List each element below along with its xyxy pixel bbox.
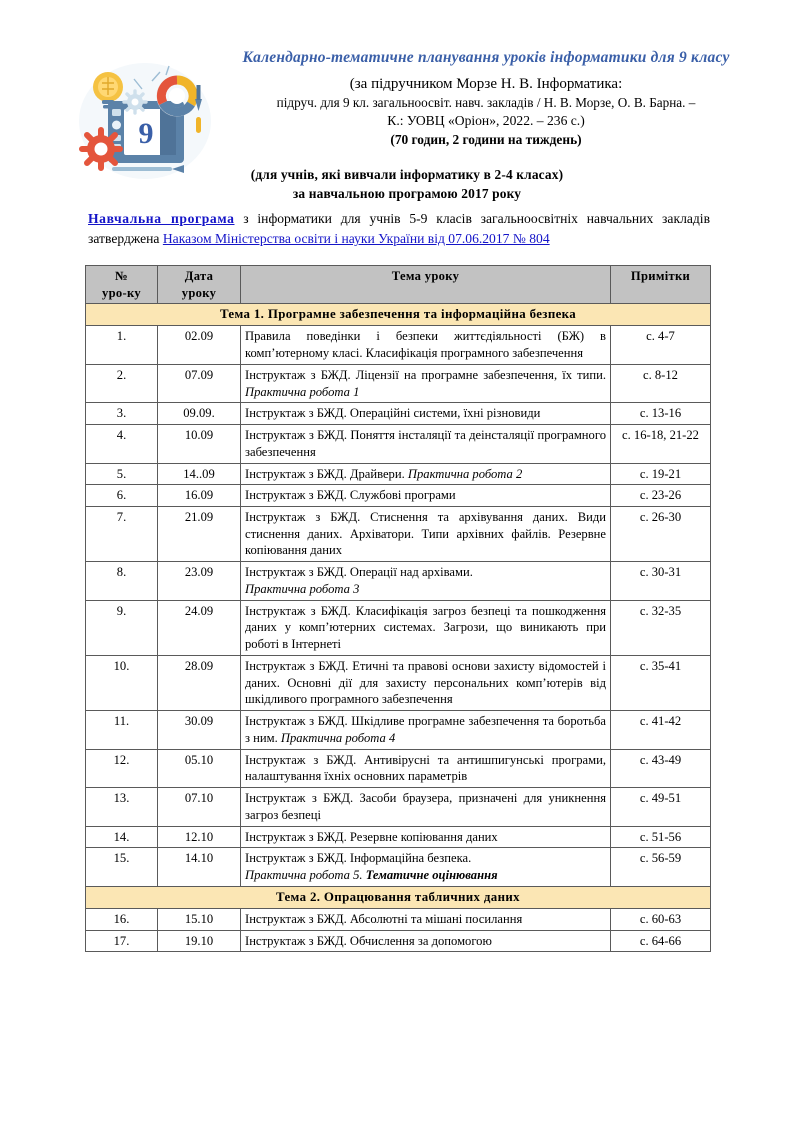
- cell-lesson-topic: [241, 364, 611, 402]
- topic-text: Інструктаж з БЖД. Інформаційна безпека.: [245, 851, 472, 866]
- table-row: [86, 562, 711, 600]
- table-row: [86, 403, 711, 425]
- topic-text: Інструктаж з БЖД. Стиснення та архівування даних. Види стиснення даних. Архіватори. Типи архівних файлів. Резервне копіювання даних: [245, 510, 606, 558]
- header-line-1: Тема уроку: [391, 268, 460, 283]
- cell-lesson-date: 07.10: [158, 788, 241, 826]
- page-title: Календарно-тематичне планування уроків інформатики для 9 класу: [242, 49, 730, 66]
- cell-lesson-topic: [241, 403, 611, 425]
- cell-lesson-date: 14.10: [158, 848, 241, 886]
- table-row: [86, 908, 711, 930]
- cell-lesson-topic: [241, 826, 611, 848]
- document-header: [0, 0, 794, 249]
- table-row: [86, 364, 711, 402]
- table-header-row: [86, 265, 711, 303]
- cell-notes: с. 60-63: [611, 908, 711, 930]
- cell-lesson-number: 16.: [86, 908, 158, 930]
- cell-notes: с. 23-26: [611, 485, 711, 507]
- cell-lesson-number: 7.: [86, 507, 158, 562]
- audience-line-1: (для учнів, які вивчали інформатику в 2-4 класах): [250, 166, 564, 182]
- cell-lesson-date: 14..09: [158, 463, 241, 485]
- cell-notes: с. 26-30: [611, 507, 711, 562]
- illustration-badge-number: 9: [138, 117, 154, 150]
- topic-text: Інструктаж з БЖД. Ліцензії на програмне забезпечення, їх типи.: [245, 367, 606, 382]
- topic-text: Інструктаж з БЖД. Драйвери.: [245, 466, 408, 481]
- column-header-notes: [611, 265, 711, 303]
- cell-lesson-number: 10.: [86, 655, 158, 710]
- cell-lesson-topic: [241, 562, 611, 600]
- cell-lesson-date: 10.09: [158, 425, 241, 463]
- subtitle-line-3: К.: УОВЦ «Оріон», 2022. – 236 с.): [387, 112, 585, 128]
- topic-text: Інструктаж з БЖД. Засоби браузера, призначені для уникнення загроз безпеці: [245, 791, 606, 822]
- table-row: [86, 826, 711, 848]
- cell-lesson-topic: [241, 749, 611, 787]
- topic-text: Інструктаж з БЖД. Поняття інсталяції та деінсталяції програмного забезпечення: [245, 428, 606, 459]
- cell-notes: с. 4-7: [611, 326, 711, 364]
- cell-lesson-date: 16.09: [158, 485, 241, 507]
- ministry-order-link[interactable]: Наказом Міністерства освіти і науки України від 07.06.2017 № 804: [162, 230, 550, 246]
- program-paragraph-text: з інформатики для учнів 5-9 класів загальноосвітніх навчальних закладів затверджена: [88, 210, 710, 246]
- header-line-1: Примітки: [630, 268, 691, 283]
- theme-section-row: [86, 886, 711, 908]
- table-row: [86, 930, 711, 952]
- cell-lesson-date: 28.09: [158, 655, 241, 710]
- cell-lesson-number: 2.: [86, 364, 158, 402]
- cell-lesson-number: 11.: [86, 711, 158, 749]
- cell-lesson-number: 4.: [86, 425, 158, 463]
- lesson-plan-table: [85, 265, 711, 953]
- cell-lesson-number: 13.: [86, 788, 158, 826]
- cell-notes: с. 51-56: [611, 826, 711, 848]
- column-header-lesson-topic: [241, 265, 611, 303]
- table-row: [86, 655, 711, 710]
- topic-practical-work: Практична робота 3: [245, 581, 360, 596]
- topic-text: Інструктаж з БЖД. Класифікація загроз безпеці та пошкодження даних у комп’ютерних системах. Загрози, що виникають при роботі в Інтернеті: [245, 603, 606, 652]
- cell-notes: с. 13-16: [611, 403, 711, 425]
- topic-text: Інструктаж з БЖД. Абсолютні та мішані посилання: [245, 911, 523, 926]
- cell-notes: с. 41-42: [611, 711, 711, 749]
- table-row: [86, 425, 711, 463]
- cell-notes: с. 64-66: [611, 930, 711, 952]
- cell-lesson-number: 3.: [86, 403, 158, 425]
- cell-lesson-topic: [241, 463, 611, 485]
- cell-lesson-number: 8.: [86, 562, 158, 600]
- cell-notes: с. 56-59: [611, 848, 711, 886]
- table-row: [86, 463, 711, 485]
- header-line-1: Дата: [184, 268, 214, 283]
- cell-lesson-number: 15.: [86, 848, 158, 886]
- cell-lesson-topic: [241, 600, 611, 655]
- cell-lesson-number: 14.: [86, 826, 158, 848]
- cell-lesson-number: 5.: [86, 463, 158, 485]
- cell-lesson-topic: [241, 788, 611, 826]
- header-line-2: уроку: [181, 285, 217, 300]
- cell-lesson-topic: [241, 848, 611, 886]
- topic-text: Інструктаж з БЖД. Резервне копіювання даних: [245, 829, 498, 844]
- cell-lesson-date: 09.09.: [158, 403, 241, 425]
- gear-icon: [82, 130, 120, 168]
- cell-lesson-date: 07.09: [158, 364, 241, 402]
- program-paragraph: [88, 209, 710, 249]
- cell-lesson-topic: [241, 485, 611, 507]
- table-row: [86, 848, 711, 886]
- cell-lesson-date: 02.09: [158, 326, 241, 364]
- table-row: [86, 326, 711, 364]
- header-line-1: №: [115, 268, 128, 283]
- cell-notes: с. 32-35: [611, 600, 711, 655]
- cell-lesson-topic: [241, 507, 611, 562]
- cell-lesson-topic: [241, 326, 611, 364]
- column-header-lesson-number: [86, 265, 158, 303]
- cell-lesson-number: 17.: [86, 930, 158, 952]
- table-row: [86, 600, 711, 655]
- cell-lesson-date: 21.09: [158, 507, 241, 562]
- table-row: [86, 485, 711, 507]
- cell-lesson-topic: [241, 908, 611, 930]
- subtitle-line-1: (за підручником Морзе Н. В. Інформатика:: [349, 75, 623, 92]
- topic-text: Правила поведінки і безпеки життєдіяльності (БЖ) в комп’ютерному класі. Класифікація програмного забезпечення: [245, 329, 606, 361]
- topic-text: Інструктаж з БЖД. Етичні та правові основи захисту відомостей і даних. Основні дії для захисту персональних комп’ютерів від шкідливого програмного забезпечення: [245, 658, 606, 707]
- topic-practical-work: Практична робота 1: [245, 384, 360, 399]
- theme-section-label: Тема 1. Програмне забезпечення та інформаційна безпека: [86, 304, 711, 326]
- cell-lesson-date: 30.09: [158, 711, 241, 749]
- cell-lesson-date: 23.09: [158, 562, 241, 600]
- topic-practical-work: Практична робота 2: [407, 466, 523, 481]
- cell-lesson-number: 12.: [86, 749, 158, 787]
- cell-lesson-topic: [241, 655, 611, 710]
- table-body: [86, 304, 711, 952]
- cell-lesson-date: 15.10: [158, 908, 241, 930]
- topic-text: Інструктаж з БЖД. Обчислення за допомогою: [245, 933, 492, 948]
- topic-text: Інструктаж з БЖД. Операції над архівами.: [245, 565, 473, 580]
- topic-practical-work: Практична робота 4: [280, 730, 396, 745]
- topic-text: Інструктаж з БЖД. Шкідливе програмне забезпечення та боротьба з ним.: [245, 714, 606, 745]
- gear-icon: [124, 91, 146, 113]
- topic-practical-work: Практична робота 5.: [245, 867, 366, 882]
- cell-lesson-topic: [241, 930, 611, 952]
- curriculum-link[interactable]: Навчальна програма: [88, 210, 235, 226]
- theme-section-row: [86, 304, 711, 326]
- title-column: [218, 48, 754, 149]
- header-illustration: [72, 55, 218, 183]
- header-line-2: уро-ку: [102, 285, 141, 300]
- cell-lesson-date: 12.10: [158, 826, 241, 848]
- cell-lesson-number: 1.: [86, 326, 158, 364]
- table-head: [86, 265, 711, 303]
- cell-notes: с. 19-21: [611, 463, 711, 485]
- column-header-lesson-date: [158, 265, 241, 303]
- cell-notes: с. 30-31: [611, 562, 711, 600]
- cell-notes: с. 16-18, 21-22: [611, 425, 711, 463]
- cell-lesson-date: 19.10: [158, 930, 241, 952]
- topic-assessment: Тематичне оцінювання: [365, 867, 498, 882]
- cell-lesson-number: 6.: [86, 485, 158, 507]
- table-row: [86, 711, 711, 749]
- cell-lesson-topic: [241, 711, 611, 749]
- topic-text: Інструктаж з БЖД. Операційні системи, їхні різновиди: [245, 406, 541, 421]
- cell-notes: с. 49-51: [611, 788, 711, 826]
- hours-line: (70 годин, 2 години на тиждень): [390, 131, 582, 147]
- table-row: [86, 507, 711, 562]
- cell-notes: с. 43-49: [611, 749, 711, 787]
- cell-notes: с. 35-41: [611, 655, 711, 710]
- theme-section-label: Тема 2. Опрацювання табличних даних: [86, 886, 711, 908]
- cell-lesson-date: 05.10: [158, 749, 241, 787]
- topic-text: Інструктаж з БЖД. Службові програми: [245, 488, 456, 503]
- audience-line-2: за навчальною програмою 2017 року: [292, 185, 522, 201]
- lesson-plan-table-wrapper: [85, 265, 710, 953]
- cell-lesson-date: 24.09: [158, 600, 241, 655]
- cell-lesson-number: 9.: [86, 600, 158, 655]
- subtitle-line-2: підруч. для 9 кл. загальноосвіт. навч. закладів / Н. В. Морзе, О. В. Барна. –: [276, 95, 696, 111]
- topic-text: Інструктаж з БЖД. Антивірусні та антишпигунські програми, налаштування їхніх основних параметрів: [245, 752, 606, 784]
- table-row: [86, 788, 711, 826]
- cell-notes: с. 8-12: [611, 364, 711, 402]
- table-row: [86, 749, 711, 787]
- cell-lesson-topic: [241, 425, 611, 463]
